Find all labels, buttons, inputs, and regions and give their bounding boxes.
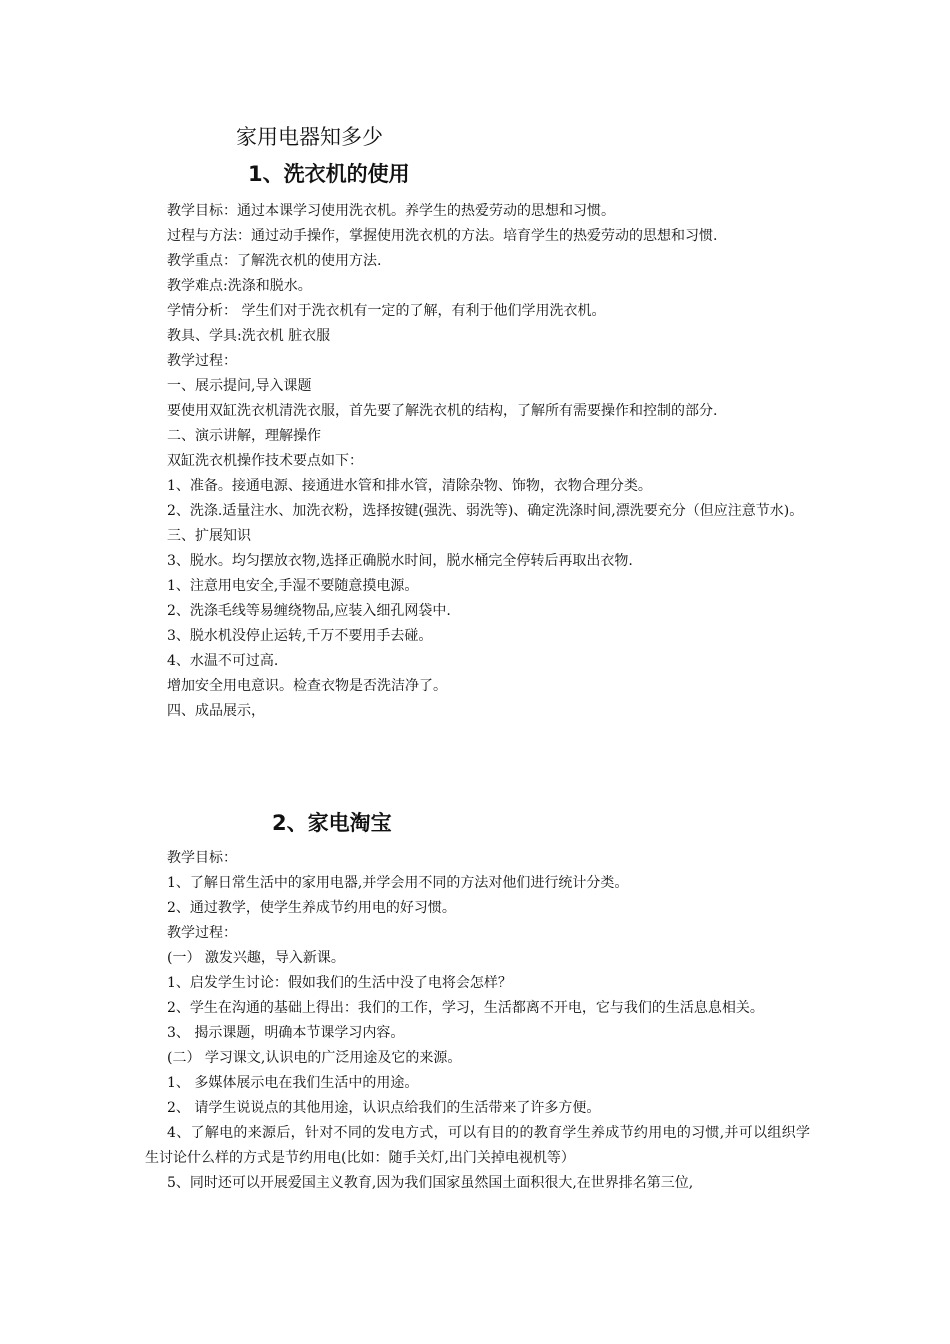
section-2-body bbox=[145, 846, 810, 1196]
paragraph: 双缸洗衣机操作技术要点如下： bbox=[167, 453, 363, 469]
paragraph: 学情分析： 学生们对于洗衣机有一定的了解，有利于他们学用洗衣机。 bbox=[167, 303, 606, 319]
section-1-body bbox=[145, 199, 810, 724]
paragraph: 过程与方法：通过动手操作，掌握使用洗衣机的方法。培育学生的热爱劳动的思想和习惯. bbox=[167, 228, 718, 244]
paragraph: (二） 学习课文,认识电的广泛用途及它的来源。 bbox=[167, 1050, 462, 1066]
paragraph: 教学目标： bbox=[167, 850, 237, 866]
paragraph: 4、了解电的来源后，针对不同的发电方式，可以有目的的教育学生养成节约用电的习惯,并可以组织学生讨论什么样的方式是节约用电(比如：随手关灯,出门关掉电视机等） bbox=[145, 1125, 810, 1166]
section-2-heading: 2、家电淘宝 bbox=[272, 811, 392, 835]
paragraph: 5、同时还可以开展爱国主义教育,因为我们国家虽然国土面积很大,在世界排名第三位, bbox=[167, 1175, 694, 1191]
paragraph: (一） 激发兴趣，导入新课。 bbox=[167, 950, 345, 966]
paragraph: 一、展示提问,导入课题 bbox=[167, 378, 312, 394]
paragraph: 2、洗涤毛线等易缠绕物品,应装入细孔网袋中. bbox=[167, 603, 451, 619]
paragraph: 教学重点：了解洗衣机的使用方法. bbox=[167, 253, 382, 269]
paragraph: 1、启发学生讨论：假如我们的生活中没了电将会怎样？ bbox=[167, 975, 512, 991]
paragraph: 二、演示讲解，理解操作 bbox=[167, 428, 321, 444]
paragraph: 1、 多媒体展示电在我们生活中的用途。 bbox=[167, 1075, 419, 1091]
paragraph: 2、学生在沟通的基础上得出：我们的工作，学习，生活都离不开电，它与我们的生活息息相关。 bbox=[167, 1000, 764, 1016]
paragraph: 四、成品展示， bbox=[167, 703, 265, 719]
paragraph: 1、准备。接通电源、接通进水管和排水管，清除杂物、饰物，衣物合理分类。 bbox=[167, 478, 652, 494]
paragraph: 4、水温不可过高. bbox=[167, 653, 279, 669]
paragraph: 教学目标：通过本课学习使用洗衣机。养学生的热爱劳动的思想和习惯。 bbox=[167, 203, 615, 219]
paragraph: 1、了解日常生活中的家用电器,并学会用不同的方法对他们进行统计分类。 bbox=[167, 875, 629, 891]
document-title: 家用电器知多少 bbox=[236, 125, 383, 149]
paragraph: 教学过程： bbox=[167, 353, 237, 369]
paragraph: 1、注意用电安全,手湿不要随意摸电源。 bbox=[167, 578, 419, 594]
paragraph: 2、 请学生说说点的其他用途，认识点给我们的生活带来了许多方便。 bbox=[167, 1100, 601, 1116]
paragraph: 增加安全用电意识。检查衣物是否洗洁净了。 bbox=[167, 678, 447, 694]
paragraph: 要使用双缸洗衣机清洗衣服，首先要了解洗衣机的结构，了解所有需要操作和控制的部分. bbox=[167, 403, 718, 419]
paragraph: 3、脱水机没停止运转,千万不要用手去碰。 bbox=[167, 628, 433, 644]
paragraph: 3、脱水。均匀摆放衣物,选择正确脱水时间，脱水桶完全停转后再取出衣物. bbox=[167, 553, 633, 569]
paragraph: 2、洗涤.适量注水、加洗衣粉，选择按键(强洗、弱洗等)、确定洗涤时间,漂洗要充分（但应注意节水)。 bbox=[167, 503, 804, 519]
paragraph: 教学难点:洗涤和脱水。 bbox=[167, 278, 312, 294]
section-1-heading: 1、洗衣机的使用 bbox=[248, 162, 410, 186]
paragraph: 三、扩展知识 bbox=[167, 528, 251, 544]
paragraph: 2、通过教学，使学生养成节约用电的好习惯。 bbox=[167, 900, 456, 916]
paragraph: 3、 揭示课题，明确本节课学习内容。 bbox=[167, 1025, 405, 1041]
paragraph: 教具、学具:洗衣机 脏衣服 bbox=[167, 328, 331, 344]
paragraph: 教学过程： bbox=[167, 925, 237, 941]
